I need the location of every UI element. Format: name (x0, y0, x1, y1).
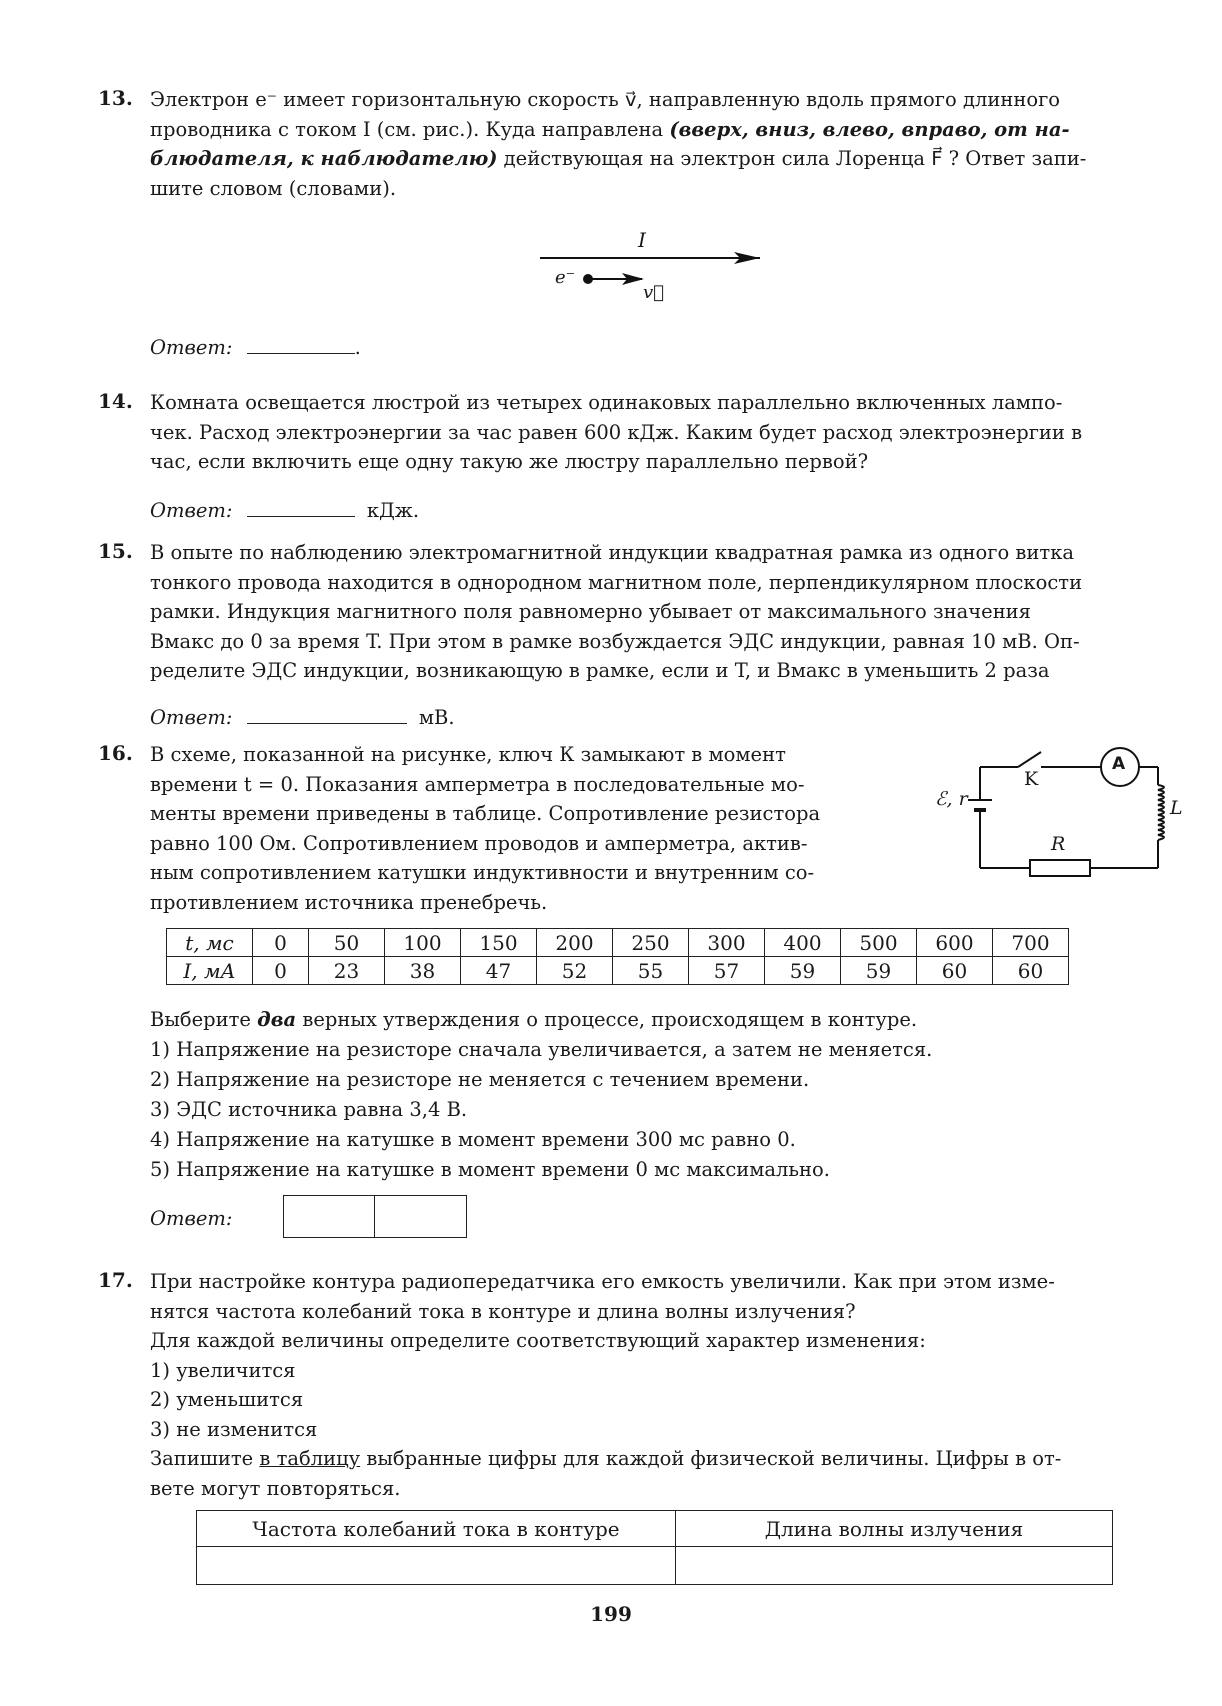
answer-label: Ответ: (150, 1207, 233, 1230)
answer-blank[interactable] (247, 333, 355, 354)
frequency-answer-cell[interactable] (197, 1547, 676, 1585)
resistor-label: R (1051, 833, 1066, 855)
page-number: 199 (590, 1602, 632, 1626)
row-head-time: t, мс (167, 929, 253, 957)
answer-label: Ответ: (150, 336, 233, 359)
q16-option-3: 3) ЭДС источника равна 3,4 В. (150, 1098, 468, 1121)
q17-number: 17. (98, 1268, 133, 1292)
fig-electron-label: e⁻ (555, 267, 576, 288)
q14-text: Комната освещается люстрой из четырех одинаковых параллельно включенных лампо- чек. Расход электроэнергии за час равен 600 кДж. Каким будет расход электроэнергии в час, если включить еще одну такую же люстру параллельно первой? (150, 391, 1083, 473)
q15-number: 15. (98, 539, 133, 563)
fig-velocity-label: v⃗ (643, 282, 664, 303)
q16-prompt: Выберите два верных утверждения о процессе, происходящем в контуре. (150, 1008, 918, 1031)
q14-answer (150, 496, 419, 522)
key-blade (1018, 752, 1041, 767)
inductor-coil (1158, 785, 1164, 840)
emf-label: ℰ, r (935, 788, 968, 810)
table-answer-row (197, 1547, 1113, 1585)
q13-line3: блюдателя, к наблюдателю) действующая на электрон сила Лоренца F⃗ ? Ответ запи- (150, 147, 1087, 170)
answer-blank[interactable] (247, 703, 407, 724)
col-wavelength-head: Длина волны излучения (676, 1511, 1113, 1547)
q13-answer: Ответ: . (150, 333, 361, 359)
q13-line4: шите словом (словами). (150, 176, 397, 200)
q13-text (150, 85, 1200, 203)
ammeter-label: A (1112, 754, 1126, 774)
q15-answer (150, 703, 455, 729)
q17-option-3: 3) не изменится (150, 1417, 318, 1441)
answer-label: Ответ: (150, 706, 233, 729)
table-row-current: I, мА 0 23 38 47 52 55 57 59 59 60 60 (167, 957, 1069, 985)
fig-current-label: I (638, 228, 646, 252)
answer-cell-1[interactable] (283, 1195, 376, 1238)
q13-number: 13. (98, 86, 133, 110)
inductor-label: L (1170, 797, 1183, 819)
q16-circuit (930, 740, 1190, 880)
answer-blank[interactable] (247, 496, 355, 517)
q16-option-5: 5) Напряжение на катушке в момент времени 0 мс максимально. (150, 1158, 830, 1181)
q17-option-1: 1) увеличится (150, 1358, 296, 1382)
answer-unit: мВ. (418, 706, 455, 729)
answer-unit: кДж. (366, 499, 420, 522)
q16-number: 16. (98, 741, 133, 765)
q16-option-2: 2) Напряжение на резисторе не меняется с течением времени. (150, 1068, 810, 1091)
q13-line1: Электрон e⁻ имеет горизонтальную скорость v⃗, направленную вдоль прямого длинного (150, 88, 1061, 111)
table-header-row (197, 1511, 1113, 1547)
q14-number: 14. (98, 389, 133, 413)
q16-option-1: 1) Напряжение на резисторе сначала увеличивается, а затем не меняется. (150, 1038, 933, 1061)
q16-data-table (166, 928, 1069, 985)
q13-line2: проводника с током I (см. рис.). Куда направлена (вверх, вниз, влево, вправо, от на- (150, 117, 1070, 141)
key-label: K (1024, 768, 1039, 790)
q17-option-2: 2) уменьшится (150, 1388, 304, 1411)
q17-text: При настройке контура радиопередатчика его емкость увеличили. Как при этом изме- нятся частота колебаний тока в контуре и длина волны излучения? Для каждой величины определите соответствующий характер изменения: 1) увеличится 2) уменьшится 3) не изменится Запишите в таблицу выбранные цифры для каждой физической величины. Цифры в от- вете могут повторяться. (150, 1267, 1200, 1503)
wavelength-answer-cell[interactable] (676, 1547, 1113, 1585)
table-row-time: t, мс 0 50 100 150 200 250 300 400 500 600 700 (167, 929, 1069, 957)
q16-answer (150, 1207, 232, 1230)
answer-cell-2[interactable] (374, 1195, 467, 1238)
q17-answer-table (196, 1510, 1113, 1585)
q15-text: В опыте по наблюдению электромагнитной индукции квадратная рамка из одного витка тонкого провода находится в однородном магнитном поле, перпендикулярном плоскости рамки. Индукция магнитного поля равномерно убывает от максимального значения Bмакс до 0 за время T. При этом в рамке возбуждается ЭДС индукции, равная 10 мВ. Оп- ределите ЭДС индукции, возникающую в рамке, если и T, и Bмакс в уменьшить 2 раза (150, 541, 1083, 682)
answer-label: Ответ: (150, 499, 233, 522)
q16-option-4: 4) Напряжение на катушке в момент времени 300 мс равно 0. (150, 1128, 796, 1151)
row-head-current: I, мА (167, 957, 253, 985)
col-frequency-head: Частота колебаний тока в контуре (197, 1511, 676, 1547)
q16-text: В схеме, показанной на рисунке, ключ К замыкают в момент времени t = 0. Показания амперметра в последовательные мо- менты времени приведены в таблице. Сопротивление резистора равно 100 Ом. Сопротивлением проводов и амперметра, актив- ным сопротивлением катушки индуктивности и внутренним со- противлением источника пренебречь. (150, 743, 821, 914)
